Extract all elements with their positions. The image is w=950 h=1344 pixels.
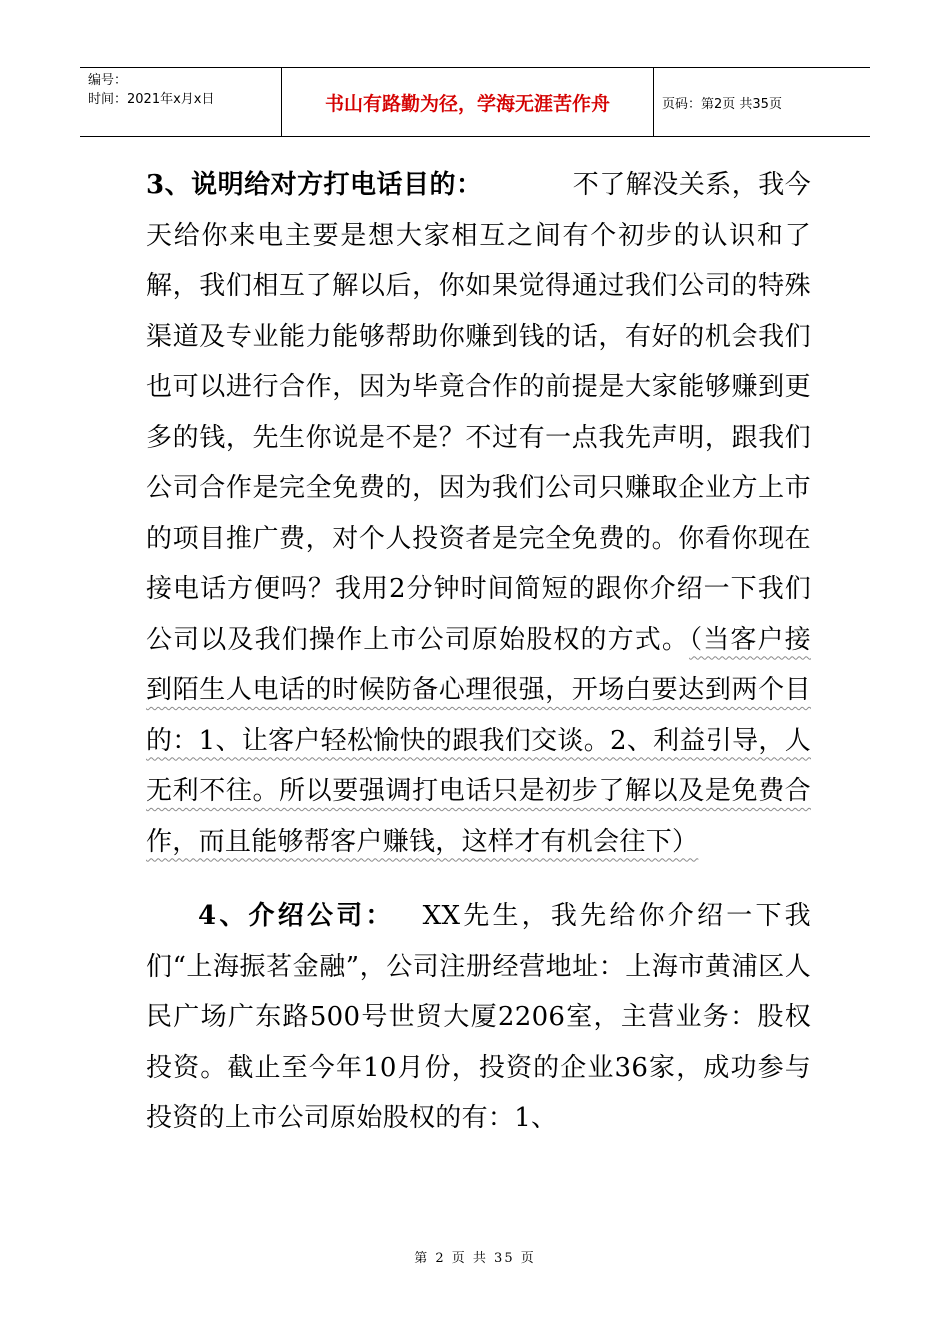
document-time-label: 时间：2021年x月x日 bbox=[88, 92, 215, 107]
header-page-info: 页码：第2页 共35页 bbox=[662, 96, 782, 112]
document-header bbox=[80, 67, 870, 137]
section-4-text: XX先生，我先给你介绍一下我们“上海振茗金融”，公司注册经营地址：上海市黄浦区人民广场广东路500号世贸大厦2206室，主营业务：股权投资。截止至今年10月份，投资的企业36家，成功参与投资的上市公司原始股权的有：1、 bbox=[146, 901, 811, 1133]
section-4-paragraph bbox=[146, 891, 811, 1144]
section-3-heading: 3、说明给对方打电话目的： bbox=[146, 170, 483, 200]
document-body bbox=[146, 160, 811, 1144]
header-meta bbox=[80, 68, 282, 136]
section-4-heading: 4、介绍公司： bbox=[198, 901, 395, 931]
header-motto: 书山有路勤为径，学海无涯苦作舟 bbox=[282, 68, 654, 136]
section-3-note: （当客户接到陌生人电话的时候防备心理很强，开场白要达到两个目的：1、让客户轻松愉快的跟我们交谈。2、利益引导，人无利不往。所以要强调打电话只是初步了解以及是免费合作，而且能够帮客户赚钱，这样才有机会往下） bbox=[146, 624, 811, 857]
document-number-label: 编号： bbox=[88, 73, 128, 88]
page-footer: 第 2 页 共 35 页 bbox=[414, 1251, 536, 1266]
section-3-paragraph bbox=[146, 160, 811, 867]
section-3-text: 不了解没关系，我今天给你来电主要是想大家相互之间有个初步的认识和了解，我们相互了解以后，你如果觉得通过我们公司的特殊渠道及专业能力能够帮助你赚到钱的话，有好的机会我们也可以进行合作，因为毕竟合作的前提是大家能够赚到更多的钱，先生你说是不是？不过有一点我先声明，跟我们公司合作是完全免费的，因为我们公司只赚取企业方上市的项目推广费，对个人投资者是完全免费的。你看你现在接电话方便吗？我用2分钟时间简短的跟你介绍一下我们公司以及我们操作上市公司原始股权的方式。 bbox=[146, 170, 811, 655]
